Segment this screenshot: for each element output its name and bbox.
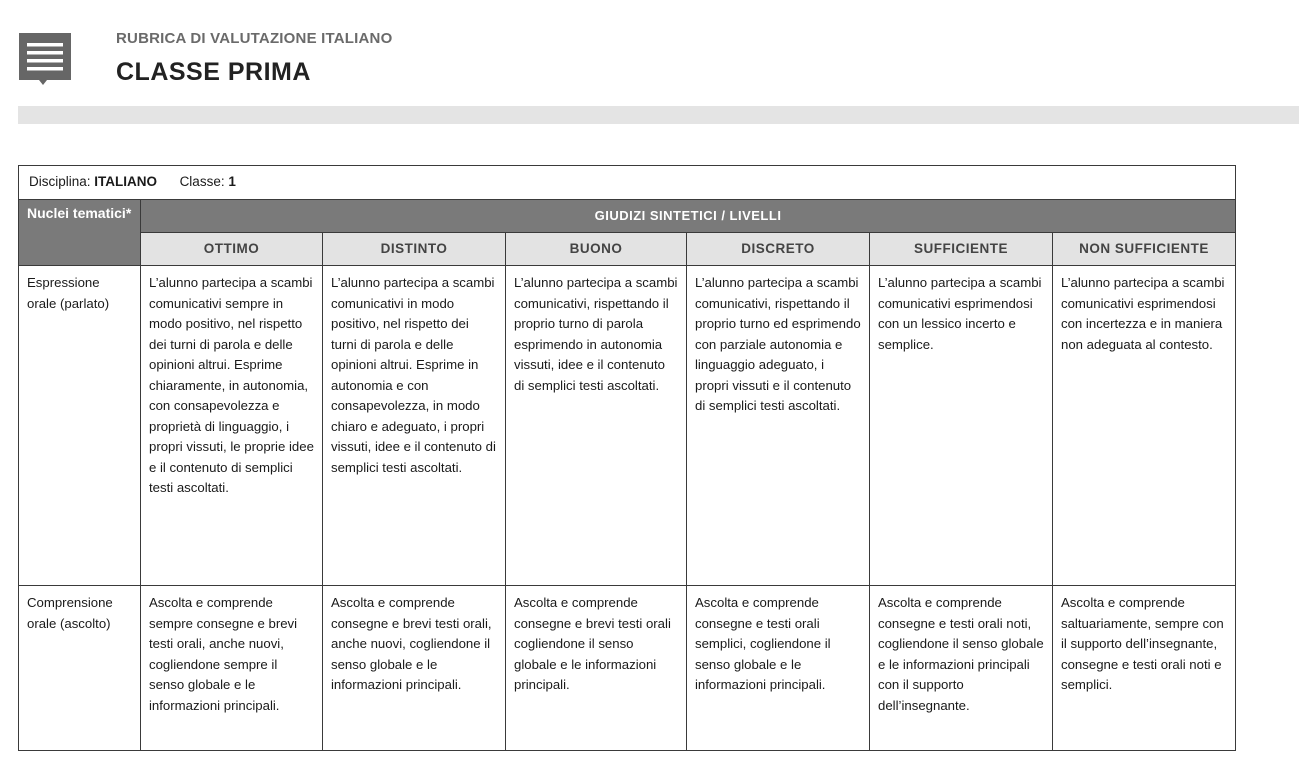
level-header: OTTIMO <box>141 233 323 266</box>
levels-group-header: GIUDIZI SINTETICI / LIVELLI <box>141 200 1236 233</box>
table-cell: L’alunno partecipa a scambi comunicativi, rispettando il proprio turno di parola esprimendo in autonomia vissuti, idee e il contenuto di semplici testi ascoltati. <box>506 266 687 586</box>
header-divider-band <box>18 106 1299 124</box>
level-header: BUONO <box>506 233 687 266</box>
table-cell: L’alunno partecipa a scambi comunicativi, rispettando il proprio turno ed esprimendo con parziale autonomia e linguaggio adeguato, i propri vissuti e il contenuto di semplici testi ascoltati. <box>687 266 870 586</box>
table-cell: Ascolta e comprende sempre consegne e brevi testi orali, anche nuovi, cogliendone sempre il senso globale e le informazioni principali. <box>141 586 323 751</box>
table-row <box>19 266 1236 586</box>
nuclei-header: Nuclei tematici* <box>19 200 141 266</box>
discipline-label: Disciplina: <box>29 174 91 190</box>
level-header-row <box>19 233 1236 266</box>
discipline-value: ITALIANO <box>94 174 158 190</box>
table-cell: Ascolta e comprende saltuariamente, sempre con il supporto dell’insegnante, consegne e testi orali noti e semplici. <box>1053 586 1236 751</box>
page-title: CLASSE PRIMA <box>116 58 311 86</box>
discipline-info-row <box>19 166 1236 200</box>
table-cell: Ascolta e comprende consegne e brevi testi orali cogliendone il senso globale e le informazioni principali. <box>506 586 687 751</box>
table-cell: Ascolta e comprende consegne e testi orali noti, cogliendone il senso globale e le informazioni principali con il supporto dell’insegnante. <box>870 586 1053 751</box>
level-header: SUFFICIENTE <box>870 233 1053 266</box>
table-row <box>19 586 1236 751</box>
rubric-table <box>18 165 1236 751</box>
table-cell: L’alunno partecipa a scambi comunicativi sempre in modo positivo, nel rispetto dei turni di parola e delle opinioni altrui. Esprime chiaramente, in autonomia, con consapevolezza e proprietà di linguaggio, i propri vissuti, le proprie idee e il contenuto di semplici testi ascoltati. <box>141 266 323 586</box>
class-value: 1 <box>228 174 236 190</box>
class-label: Classe: <box>179 174 225 190</box>
row-label: Espressione orale (parlato) <box>19 266 141 586</box>
row-label: Comprensione orale (ascolto) <box>19 586 141 751</box>
level-header: DISCRETO <box>687 233 870 266</box>
document-list-icon <box>19 33 71 85</box>
level-header: DISTINTO <box>323 233 506 266</box>
table-cell: L’alunno partecipa a scambi comunicativi in modo positivo, nel rispetto dei turni di parola e delle opinioni altrui. Esprime in autonomia e con consapevolezza, in modo chiaro e adeguato, i propri vissuti, idee e il contenuto di semplici testi ascoltati. <box>323 266 506 586</box>
level-header: NON SUFFICIENTE <box>1053 233 1236 266</box>
page-kicker: RUBRICA DI VALUTAZIONE ITALIANO <box>116 30 393 47</box>
table-cell: Ascolta e comprende consegne e testi orali semplici, cogliendone il senso globale e le informazioni principali. <box>687 586 870 751</box>
discipline-info <box>19 166 1236 200</box>
table-cell: L’alunno partecipa a scambi comunicativi esprimendosi con incertezza e in maniera non adeguata al contesto. <box>1053 266 1236 586</box>
table-cell: Ascolta e comprende consegne e brevi testi orali, anche nuovi, cogliendone il senso globale e le informazioni principali. <box>323 586 506 751</box>
table-cell: L’alunno partecipa a scambi comunicativi esprimendosi con un lessico incerto e semplice. <box>870 266 1053 586</box>
